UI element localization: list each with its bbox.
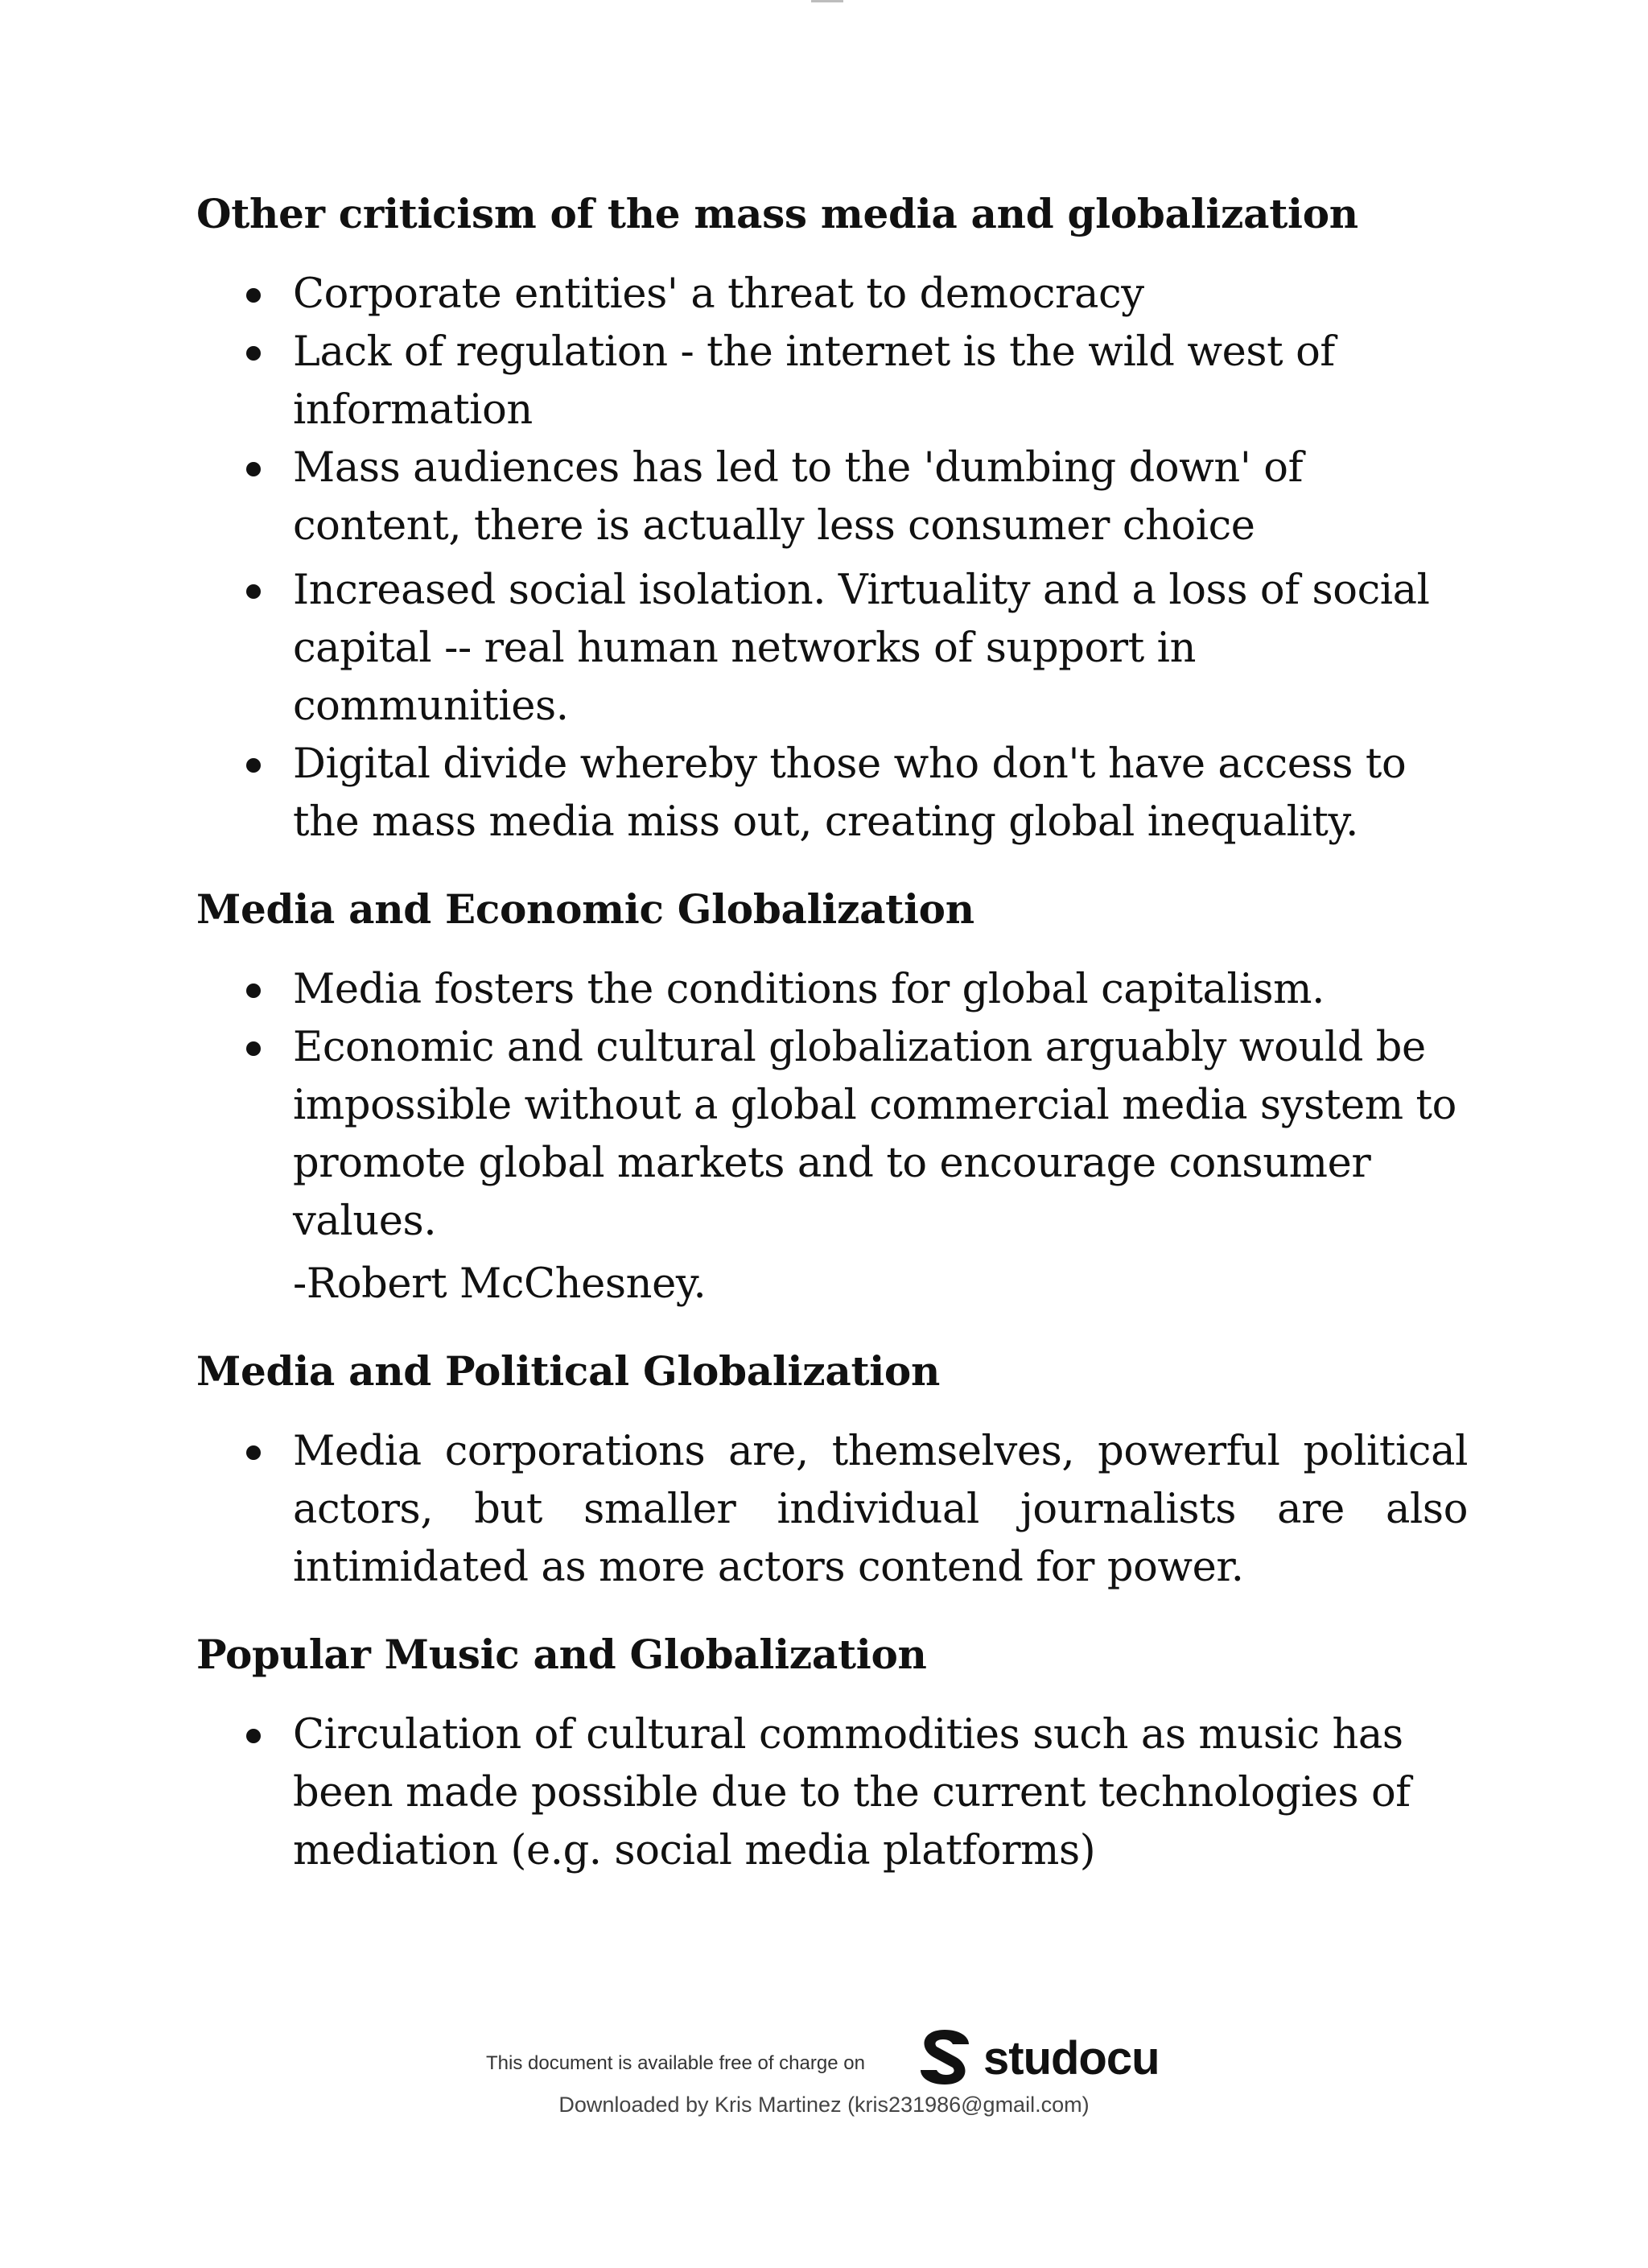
- bullet-icon: [246, 1729, 261, 1743]
- bullet-icon: [246, 758, 261, 773]
- list-item-text: Increased social isolation. Virtuality and a loss of social capital -- real human networks of support in communities.: [293, 567, 1430, 730]
- list-item: [196, 439, 1468, 555]
- downloaded-by-notice: Downloaded by Kris Martinez (kris231986@gmail.com): [558, 2093, 1090, 2117]
- bullet-icon: [246, 462, 261, 476]
- section-heading-economic: Media and Economic Globalization: [196, 885, 974, 933]
- studocu-logo-icon[interactable]: [913, 2025, 977, 2089]
- list-item: [196, 1706, 1468, 1880]
- list-item-text: Media fosters the conditions for global capitalism.: [293, 966, 1325, 1013]
- bullet-icon: [246, 983, 261, 998]
- bullet-icon: [246, 584, 261, 599]
- economic-list: [196, 961, 1468, 1251]
- page-footer: [0, 2020, 1648, 2133]
- list-item: [196, 736, 1468, 852]
- list-item: [196, 1019, 1468, 1251]
- list-item: [196, 562, 1468, 736]
- section-heading-criticism: Other criticism of the mass media and globalization: [196, 190, 1358, 237]
- list-item-text: Lack of regulation - the internet is the wild west of information: [293, 328, 1335, 434]
- page-top-mark: [811, 0, 843, 2]
- availability-notice: This document is available free of charge on: [486, 2052, 865, 2074]
- studocu-brand[interactable]: studocu: [983, 2032, 1160, 2084]
- bullet-icon: [246, 346, 261, 361]
- list-item-text: Corporate entities' a threat to democracy: [293, 270, 1144, 318]
- list-item: [196, 266, 1468, 324]
- document-content: [196, 185, 1468, 1880]
- quote-attribution: -Robert McChesney.: [293, 1260, 707, 1308]
- list-item-text: Mass audiences has led to the 'dumbing down' of content, there is actually less consumer choice: [293, 444, 1304, 550]
- bullet-icon: [246, 1445, 261, 1460]
- list-item: [196, 324, 1468, 439]
- music-list: [196, 1706, 1468, 1880]
- list-item: [196, 961, 1468, 1019]
- criticism-list: [196, 266, 1468, 852]
- section-heading-political: Media and Political Globalization: [196, 1347, 941, 1395]
- political-list: [196, 1423, 1468, 1597]
- section-heading-music: Popular Music and Globalization: [196, 1631, 927, 1678]
- list-item-text: Media corporations are, themselves, powerful political actors, but smaller individual journalists are also intimidated as more actors contend for power.: [293, 1428, 1468, 1591]
- list-item-text: Economic and cultural globalization arguably would be impossible without a global commercial media system to promote global markets and to encourage consumer values.: [293, 1024, 1456, 1245]
- bullet-icon: [246, 1041, 261, 1056]
- list-item-text: Digital divide whereby those who don't have access to the mass media miss out, creating global inequality.: [293, 740, 1407, 846]
- list-item: [196, 1423, 1468, 1597]
- bullet-icon: [246, 288, 261, 303]
- list-item-text: Circulation of cultural commodities such as music has been made possible due to the current technologies of mediation (e.g. social media platforms): [293, 1711, 1411, 1874]
